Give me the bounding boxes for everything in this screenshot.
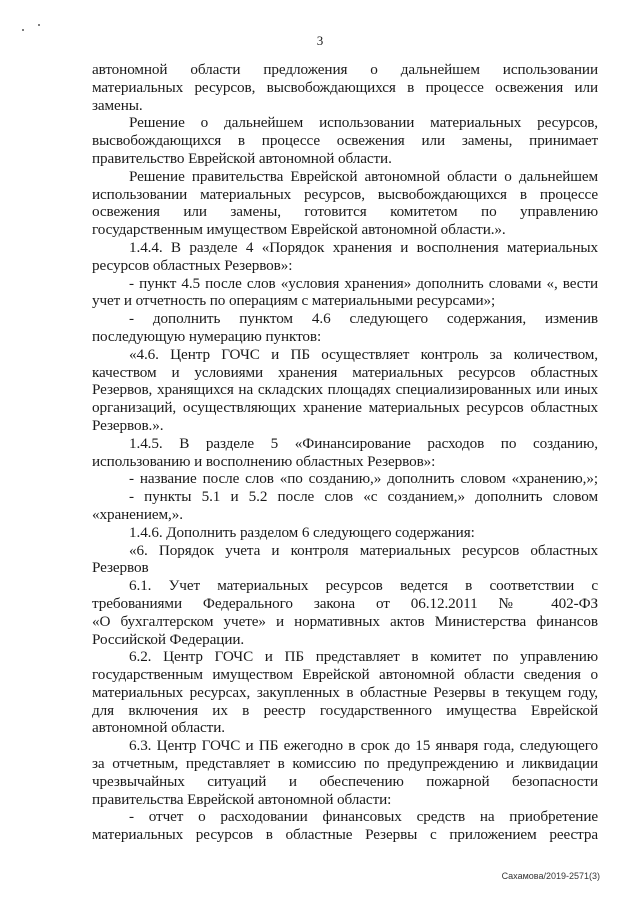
text-line: Российской Федерации. (92, 630, 245, 648)
page-number: 3 (316, 33, 324, 48)
text-line: «6. Порядок учета и контроля материальных ресурсов областных (129, 541, 598, 559)
text-line: высвобождающихся в процессе освежения или замены, принимает (92, 132, 598, 150)
text-line: 1.4.4. В разделе 4 «Порядок хранения и восполнения материальных (129, 238, 598, 256)
text-line: 6.2. Центр ГОЧС и ПБ представляет в комитет по управлению (129, 648, 598, 666)
text-line: автономной области предложения о дальнейшем использовании (92, 61, 598, 78)
scan-speck (38, 24, 40, 26)
text-line: автономной области. (92, 719, 225, 737)
text-line: 6.3. Центр ГОЧС и ПБ ежегодно в срок до 15 января года, следующего (129, 737, 598, 755)
text-line: последующую нумерацию пунктов: (92, 327, 322, 345)
text-line: замены. (92, 96, 143, 114)
text-line: Решение правительства Еврейской автономной области о дальнейшем (129, 167, 598, 185)
text-line: за отчетным, представляет в комиссию по предупреждению и ликвидации (92, 755, 598, 773)
text-line: освежения или замены, готовится комитетом по управлению (92, 203, 598, 221)
document-body (92, 61, 598, 844)
text-line: «4.6. Центр ГОЧС и ПБ осуществляет контроль за количеством, (129, 345, 598, 363)
scan-speck (22, 29, 24, 31)
text-line: материальных ресурсов в областные Резервы с приложением реестра (92, 826, 598, 844)
text-line: для включения их в реестр государственного имущества Еврейской (92, 701, 598, 719)
text-line: - пункт 4.5 после слов «условия хранения» дополнить словами «, вести (129, 274, 598, 292)
text-line: 1.4.5. В разделе 5 «Финансирование расходов по созданию, (129, 434, 598, 452)
text-line: - название после слов «по созданию,» дополнить словом «хранению,»; (129, 470, 598, 488)
text-line: государственным имуществом Еврейской автономной области.». (92, 221, 506, 239)
text-line: требованиями Федерального закона от 06.12.2011 № 402-ФЗ (92, 594, 598, 612)
text-line: Резервов, хранящихся на складских площадях специализированных или иных (92, 381, 598, 399)
text-line: материальных ресурсов, высвобождающихся в процессе освежения или (92, 78, 598, 96)
text-line: правительства Еврейской автономной области: (92, 790, 392, 808)
text-line: «О бухгалтерском учете» и нормативных актов Министерства финансов (92, 612, 598, 630)
text-line: 6.1. Учет материальных ресурсов ведется в соответствии с (129, 577, 598, 595)
text-line: Решение о дальнейшем использовании материальных ресурсов, (129, 114, 598, 132)
text-line: материальных ресурсах, закупленных в областные Резервы в текущем году, (92, 683, 598, 701)
text-line: Резервов.». (92, 416, 164, 434)
text-line: использовании материальных ресурсов, высвобождающихся в процессе (92, 185, 598, 203)
text-line: чрезвычайных ситуаций и обеспечению пожарной безопасности (92, 772, 598, 790)
document-footer-code: Сахамова/2019-2571(3) (501, 871, 600, 881)
text-line: организаций, осуществляющих хранение материальных ресурсов областных (92, 399, 598, 417)
text-line: - дополнить пунктом 4.6 следующего содержания, изменив (129, 310, 598, 328)
text-line: качеством и условиями хранения материальных ресурсов областных (92, 363, 598, 381)
text-line: учет и отчетность по операциям с материальными ресурсами»; (92, 292, 496, 310)
text-line: - пункты 5.1 и 5.2 после слов «с созданием,» дополнить словом (129, 488, 598, 506)
text-line: ресурсов областных Резервов»: (92, 256, 293, 274)
text-line: использованию и восполнению областных Резервов»: (92, 452, 436, 470)
text-line: «хранением,». (92, 505, 183, 523)
text-line: правительство Еврейской автономной области. (92, 149, 392, 167)
text-line: 1.4.6. Дополнить разделом 6 следующего содержания: (129, 523, 475, 541)
text-line: государственным имуществом Еврейской автономной области сведения о (92, 666, 598, 684)
text-line: - отчет о расходовании финансовых средств на приобретение (129, 808, 598, 826)
text-line: Резервов (92, 559, 149, 577)
